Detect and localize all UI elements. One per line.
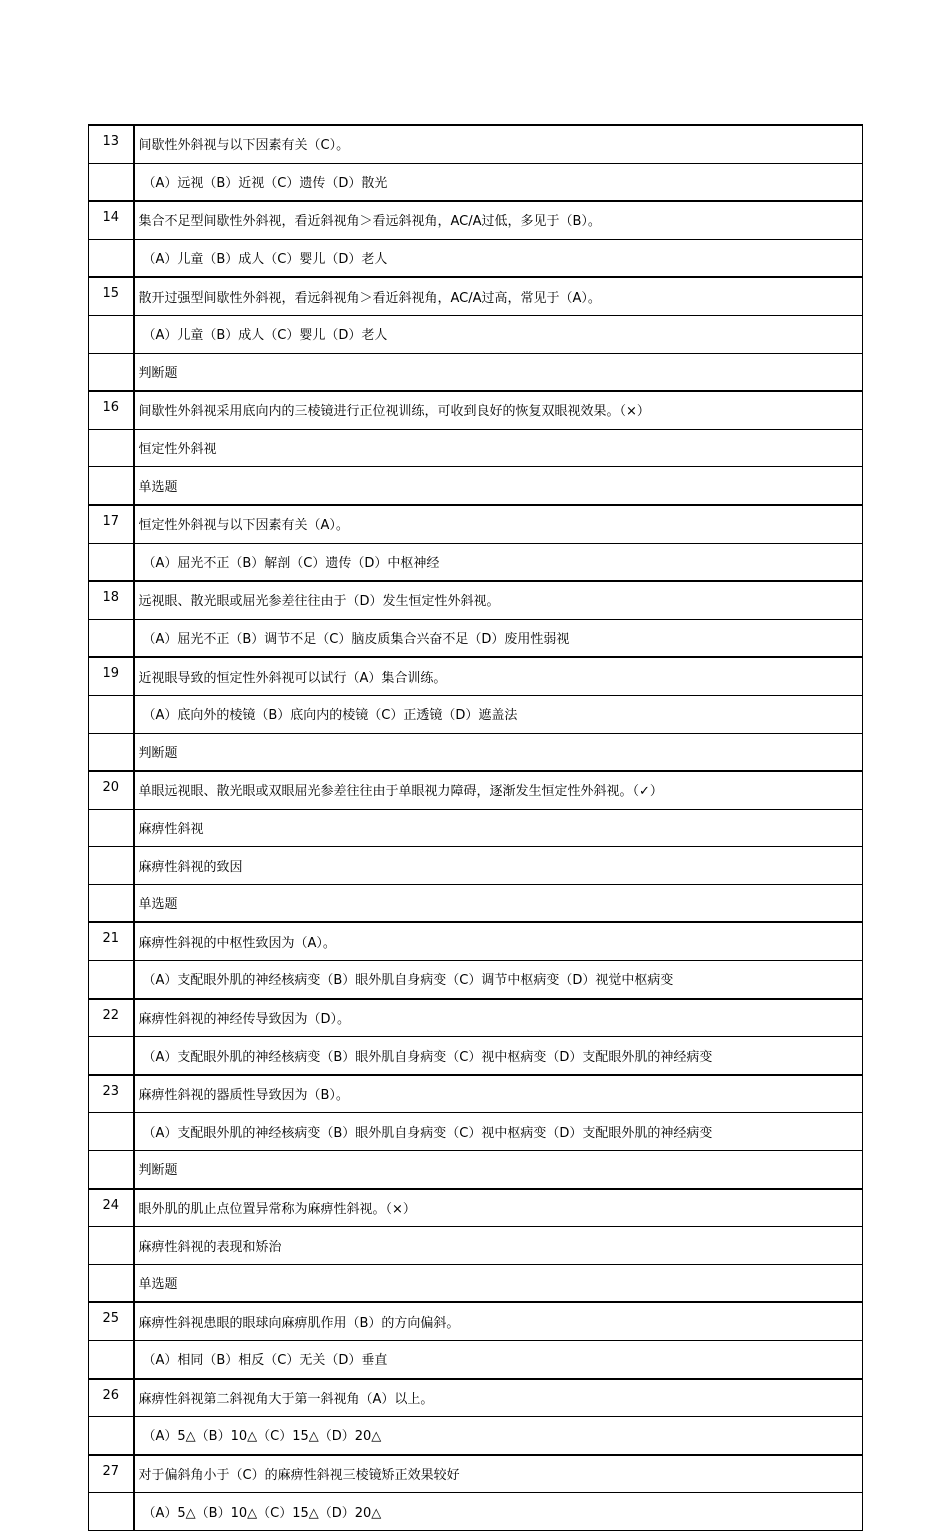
section-heading-cell: 单选题 xyxy=(134,467,863,505)
options-row xyxy=(89,543,863,581)
section-heading-cell: 恒定性外斜视 xyxy=(134,429,863,467)
question-row xyxy=(89,1302,863,1340)
answer-options-cell: （A）远视（B）近视（C）遗传（D）散光 xyxy=(134,163,863,201)
section-heading-row xyxy=(89,884,863,922)
question-text-cell: 麻痹性斜视的神经传导致因为（D）。 xyxy=(134,999,863,1037)
options-row xyxy=(89,619,863,657)
answer-options-cell: （A）支配眼外肌的神经核病变（B）眼外肌自身病变（C）视中枢病变（D）支配眼外肌的神经病变 xyxy=(134,1037,863,1075)
question-number-cell xyxy=(89,163,134,201)
question-text-cell: 间歇性外斜视采用底向内的三棱镜进行正位视训练，可收到良好的恢复双眼视效果。（×） xyxy=(134,391,863,429)
question-text-cell: 麻痹性斜视患眼的眼球向麻痹肌作用（B）的方向偏斜。 xyxy=(134,1302,863,1340)
question-number-cell xyxy=(89,1151,134,1189)
question-number-cell xyxy=(89,809,134,847)
answer-options-cell: （A）屈光不正（B）解剖（C）遗传（D）中枢神经 xyxy=(134,543,863,581)
answer-options-cell: （A）支配眼外肌的神经核病变（B）眼外肌自身病变（C）调节中枢病变（D）视觉中枢病变 xyxy=(134,961,863,999)
question-number-cell xyxy=(89,1113,134,1151)
question-number-cell: 18 xyxy=(89,581,134,619)
answer-options-cell: （A）5△（B）10△（C）15△（D）20△ xyxy=(134,1417,863,1455)
options-row xyxy=(89,163,863,201)
answer-options-cell: （A）底向外的棱镜（B）底向内的棱镜（C）正透镜（D）遮盖法 xyxy=(134,695,863,733)
question-number-cell: 19 xyxy=(89,657,134,695)
question-text-cell: 麻痹性斜视的中枢性致因为（A）。 xyxy=(134,922,863,960)
question-row xyxy=(89,1075,863,1113)
answer-options-cell: （A）相同（B）相反（C）无关（D）垂直 xyxy=(134,1341,863,1379)
options-row xyxy=(89,1341,863,1379)
question-number-cell: 16 xyxy=(89,391,134,429)
section-heading-row xyxy=(89,467,863,505)
section-heading-cell: 单选题 xyxy=(134,884,863,922)
question-number-cell: 15 xyxy=(89,277,134,315)
question-text-cell: 单眼远视眼、散光眼或双眼屈光参差往往由于单眼视力障碍，逐渐发生恒定性外斜视。（✓） xyxy=(134,771,863,809)
question-text-cell: 散开过强型间歇性外斜视，看远斜视角＞看近斜视角，AC/A过高，常见于（A）。 xyxy=(134,277,863,315)
question-number-cell xyxy=(89,239,134,277)
question-table xyxy=(88,124,863,1531)
question-number-cell xyxy=(89,429,134,467)
answer-options-cell: （A）支配眼外肌的神经核病变（B）眼外肌自身病变（C）视中枢病变（D）支配眼外肌的神经病变 xyxy=(134,1113,863,1151)
section-heading-row xyxy=(89,809,863,847)
question-row xyxy=(89,999,863,1037)
question-text-cell: 集合不足型间歇性外斜视，看近斜视角＞看远斜视角，AC/A过低，多见于（B）。 xyxy=(134,201,863,239)
question-row xyxy=(89,1455,863,1493)
question-table-body xyxy=(89,125,863,1530)
options-row xyxy=(89,695,863,733)
answer-options-cell: （A）儿童（B）成人（C）婴儿（D）老人 xyxy=(134,239,863,277)
question-number-cell: 23 xyxy=(89,1075,134,1113)
answer-options-cell: （A）5△（B）10△（C）15△（D）20△ xyxy=(134,1493,863,1531)
options-row xyxy=(89,239,863,277)
question-row xyxy=(89,771,863,809)
question-text-cell: 恒定性外斜视与以下因素有关（A）。 xyxy=(134,505,863,543)
question-number-cell xyxy=(89,961,134,999)
section-heading-row xyxy=(89,733,863,771)
question-text-cell: 间歇性外斜视与以下因素有关（C）。 xyxy=(134,125,863,163)
answer-options-cell: （A）儿童（B）成人（C）婴儿（D）老人 xyxy=(134,315,863,353)
section-heading-row xyxy=(89,847,863,885)
question-number-cell xyxy=(89,1227,134,1265)
question-number-cell xyxy=(89,1417,134,1455)
section-heading-row xyxy=(89,429,863,467)
question-row xyxy=(89,581,863,619)
question-number-cell: 21 xyxy=(89,922,134,960)
question-number-cell xyxy=(89,847,134,885)
section-heading-cell: 麻痹性斜视的表现和矫治 xyxy=(134,1227,863,1265)
question-text-cell: 眼外肌的肌止点位置异常称为麻痹性斜视。（×） xyxy=(134,1189,863,1227)
section-heading-row xyxy=(89,1227,863,1265)
options-row xyxy=(89,1037,863,1075)
question-number-cell: 24 xyxy=(89,1189,134,1227)
section-heading-cell: 判断题 xyxy=(134,353,863,391)
question-number-cell: 20 xyxy=(89,771,134,809)
question-number-cell xyxy=(89,1037,134,1075)
question-text-cell: 麻痹性斜视的器质性导致因为（B）。 xyxy=(134,1075,863,1113)
question-text-cell: 近视眼导致的恒定性外斜视可以试行（A）集合训练。 xyxy=(134,657,863,695)
question-row xyxy=(89,391,863,429)
question-number-cell: 13 xyxy=(89,125,134,163)
question-number-cell xyxy=(89,353,134,391)
question-text-cell: 远视眼、散光眼或屈光参差往往由于（D）发生恒定性外斜视。 xyxy=(134,581,863,619)
section-heading-cell: 麻痹性斜视 xyxy=(134,809,863,847)
question-number-cell xyxy=(89,1264,134,1302)
question-number-cell xyxy=(89,884,134,922)
question-row xyxy=(89,125,863,163)
section-heading-cell: 麻痹性斜视的致因 xyxy=(134,847,863,885)
question-number-cell xyxy=(89,619,134,657)
question-text-cell: 对于偏斜角小于（C）的麻痹性斜视三棱镜矫正效果较好 xyxy=(134,1455,863,1493)
question-number-cell xyxy=(89,1341,134,1379)
answer-options-cell: （A）屈光不正（B）调节不足（C）脑皮质集合兴奋不足（D）废用性弱视 xyxy=(134,619,863,657)
options-row xyxy=(89,1493,863,1531)
question-row xyxy=(89,1189,863,1227)
options-row xyxy=(89,1417,863,1455)
question-row xyxy=(89,922,863,960)
question-number-cell: 26 xyxy=(89,1379,134,1417)
question-row xyxy=(89,505,863,543)
question-number-cell: 22 xyxy=(89,999,134,1037)
question-number-cell xyxy=(89,467,134,505)
section-heading-row xyxy=(89,1264,863,1302)
question-row xyxy=(89,657,863,695)
question-number-cell: 14 xyxy=(89,201,134,239)
section-heading-cell: 判断题 xyxy=(134,1151,863,1189)
question-row xyxy=(89,201,863,239)
question-number-cell xyxy=(89,315,134,353)
question-row xyxy=(89,277,863,315)
question-number-cell xyxy=(89,695,134,733)
question-number-cell xyxy=(89,1493,134,1531)
question-row xyxy=(89,1379,863,1417)
question-number-cell: 27 xyxy=(89,1455,134,1493)
options-row xyxy=(89,961,863,999)
question-table-container xyxy=(88,124,862,1531)
section-heading-row xyxy=(89,353,863,391)
question-number-cell xyxy=(89,543,134,581)
options-row xyxy=(89,315,863,353)
section-heading-cell: 判断题 xyxy=(134,733,863,771)
question-number-cell xyxy=(89,733,134,771)
question-number-cell: 17 xyxy=(89,505,134,543)
section-heading-row xyxy=(89,1151,863,1189)
question-number-cell: 25 xyxy=(89,1302,134,1340)
section-heading-cell: 单选题 xyxy=(134,1264,863,1302)
options-row xyxy=(89,1113,863,1151)
question-text-cell: 麻痹性斜视第二斜视角大于第一斜视角（A）以上。 xyxy=(134,1379,863,1417)
